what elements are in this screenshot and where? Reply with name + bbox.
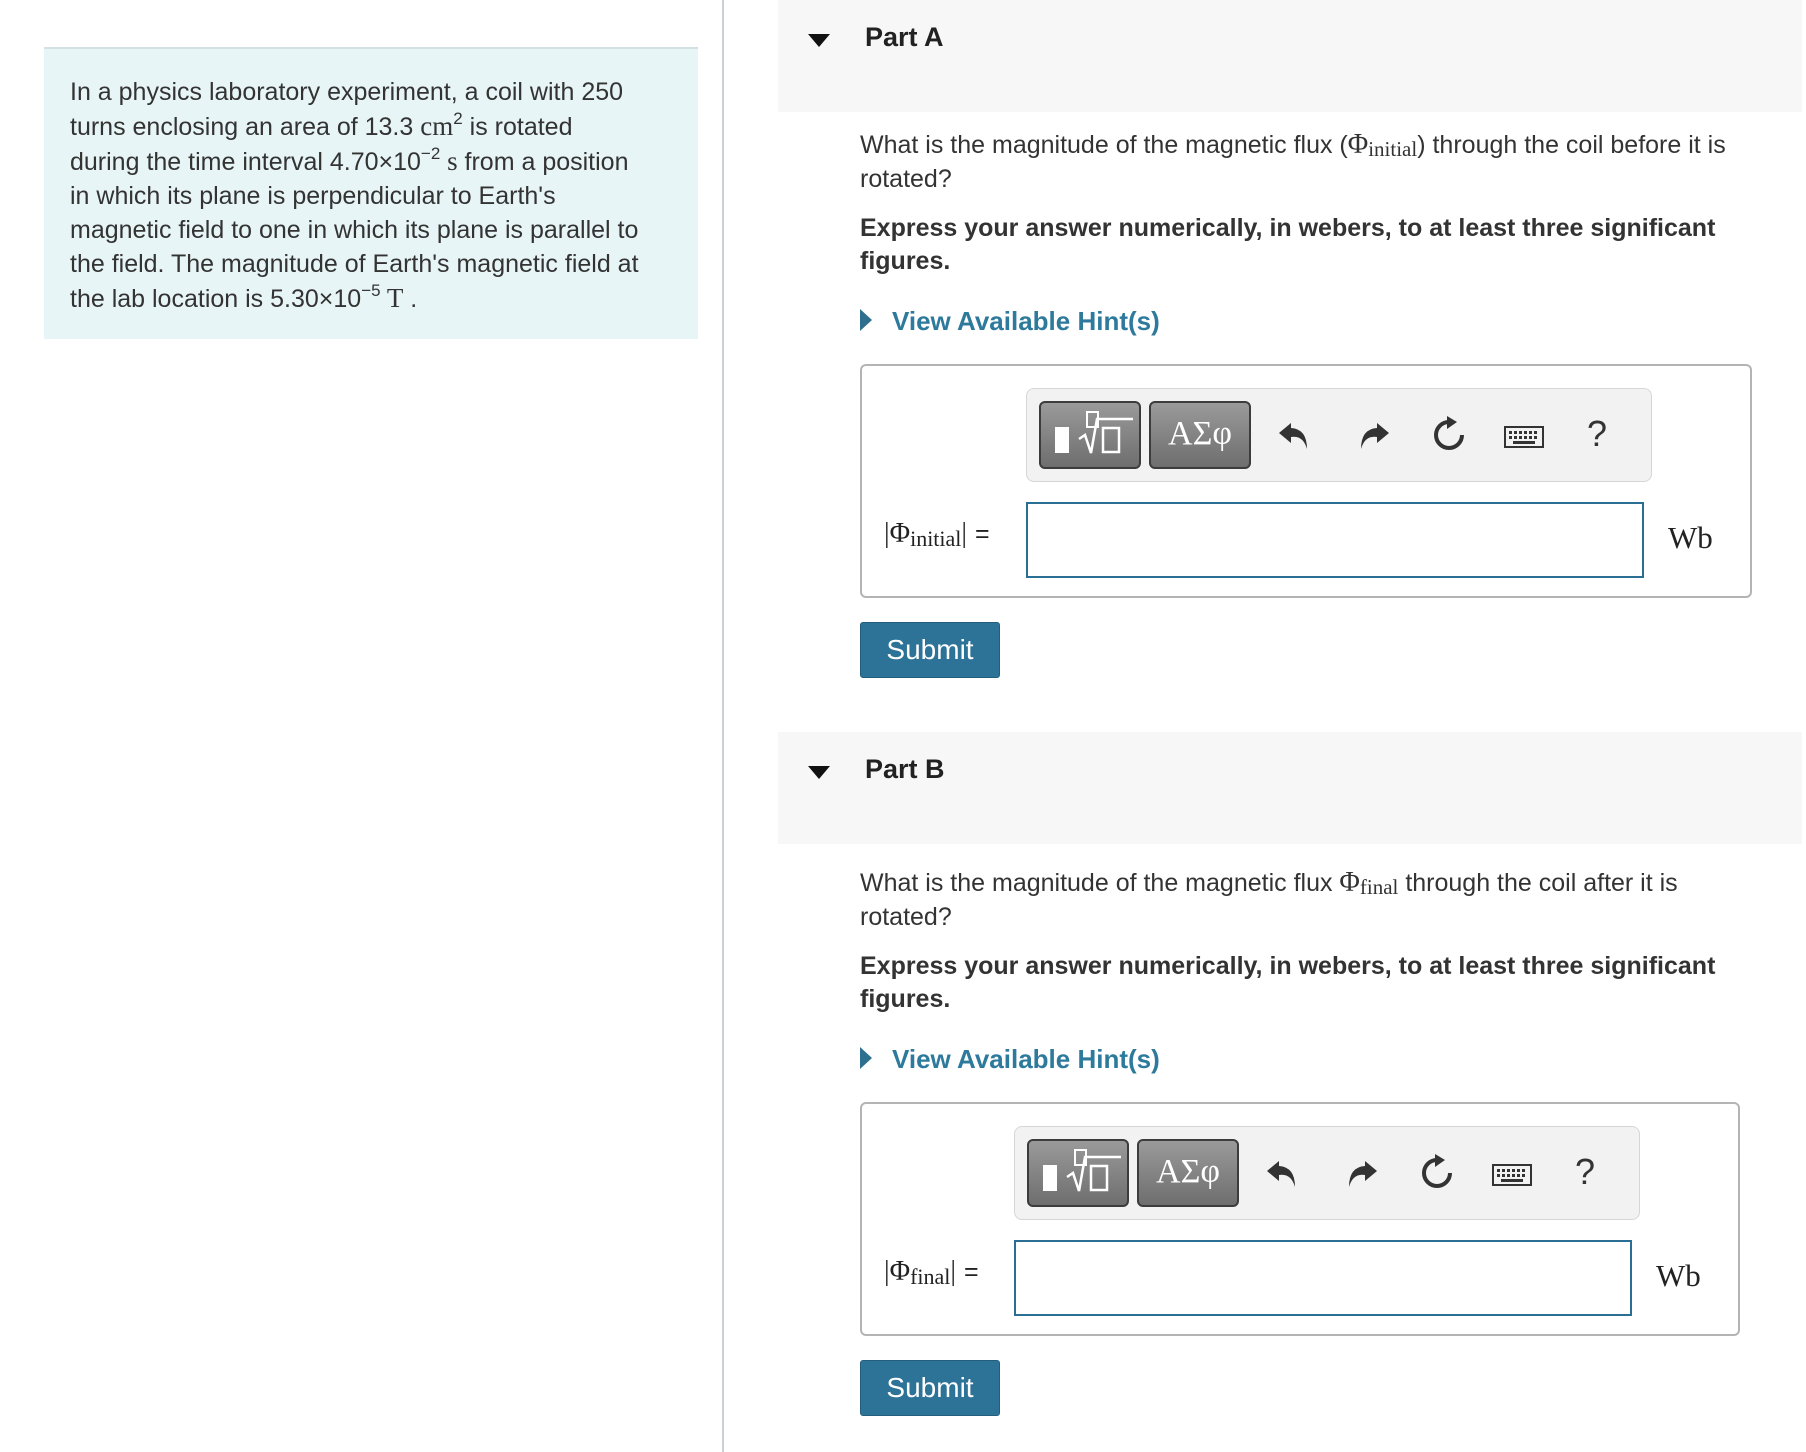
- help-icon[interactable]: ?: [1575, 1151, 1596, 1192]
- problem-statement: [44, 47, 698, 339]
- part-b-unit: Wb: [1656, 1258, 1701, 1293]
- part-b-answer-input[interactable]: [1014, 1240, 1632, 1316]
- keyboard-icon[interactable]: [1503, 415, 1545, 455]
- caret-down-icon[interactable]: [808, 34, 830, 47]
- part-a-header[interactable]: [778, 0, 1802, 112]
- part-a-question: What is the magnitude of the magnetic flux $(\Phi_{initial})$ through the coil before it is rotated?: [860, 129, 1726, 193]
- problem-line: during the time interval $4.70\times 10^{-2}$ s from a position: [70, 143, 629, 176]
- redo-icon[interactable]: [1341, 1153, 1381, 1193]
- part-b-instruction: Express your answer numerically, in webers, to at least three significant figures.: [860, 952, 1716, 1013]
- part-a-instruction: Express your answer numerically, in webers, to at least three significant figures.: [860, 214, 1716, 275]
- problem-line: turns enclosing an area of 13.3 $cm^2$ is rotated: [70, 108, 573, 141]
- problem-line: the field. The magnitude of Earth's magnetic field at: [70, 250, 639, 278]
- caret-right-icon: [860, 1047, 872, 1069]
- caret-right-icon: [860, 309, 872, 331]
- templates-icon: [1029, 1141, 1127, 1205]
- part-b-title: Part B: [865, 754, 945, 784]
- part-b-submit-button[interactable]: Submit: [860, 1360, 1000, 1416]
- part-b-lhs-label: $|\Phi_{final}|$ =: [884, 1256, 979, 1289]
- undo-icon[interactable]: [1275, 415, 1315, 455]
- keyboard-icon[interactable]: [1491, 1153, 1533, 1193]
- part-a-lhs-label: $|\Phi_{initial}|$ =: [884, 518, 990, 551]
- symbols-button[interactable]: ΑΣφ: [1149, 401, 1251, 469]
- problem-line: in which its plane is perpendicular to Earth's: [70, 182, 556, 210]
- part-b-answer-box: [860, 1102, 1740, 1336]
- redo-icon[interactable]: [1353, 415, 1393, 455]
- part-a-answer-input[interactable]: [1026, 502, 1644, 578]
- symbols-button[interactable]: ΑΣφ: [1137, 1139, 1239, 1207]
- undo-icon[interactable]: [1263, 1153, 1303, 1193]
- reset-icon[interactable]: [1429, 415, 1469, 455]
- problem-line: In a physics laboratory experiment, a coil with 250: [70, 78, 624, 106]
- part-b-header[interactable]: [778, 732, 1802, 844]
- help-icon[interactable]: ?: [1587, 413, 1608, 454]
- problem-panel: [0, 0, 724, 1452]
- templates-button[interactable]: [1039, 401, 1141, 469]
- part-a-submit-button[interactable]: Submit: [860, 622, 1000, 678]
- part-a-unit: Wb: [1668, 520, 1713, 555]
- part-a-title: Part A: [865, 22, 944, 52]
- part-a-math-toolbar: [1026, 388, 1652, 482]
- problem-line: the lab location is $5.30\times 10^{-5}$ T .: [70, 280, 418, 313]
- templates-button[interactable]: [1027, 1139, 1129, 1207]
- caret-down-icon[interactable]: [808, 766, 830, 779]
- part-b-hint-link[interactable]: View Available Hint(s): [860, 1044, 1160, 1075]
- reset-icon[interactable]: [1417, 1153, 1457, 1193]
- part-b-question: What is the magnitude of the magnetic flux $\Phi_{final}$ through the coil after it is rotated?: [860, 867, 1678, 931]
- problem-line: magnetic field to one in which its plane is parallel to: [70, 216, 639, 244]
- templates-icon: [1041, 403, 1139, 467]
- part-a-hint-link[interactable]: View Available Hint(s): [860, 306, 1160, 337]
- part-a-answer-box: [860, 364, 1752, 598]
- part-b-math-toolbar: [1014, 1126, 1640, 1220]
